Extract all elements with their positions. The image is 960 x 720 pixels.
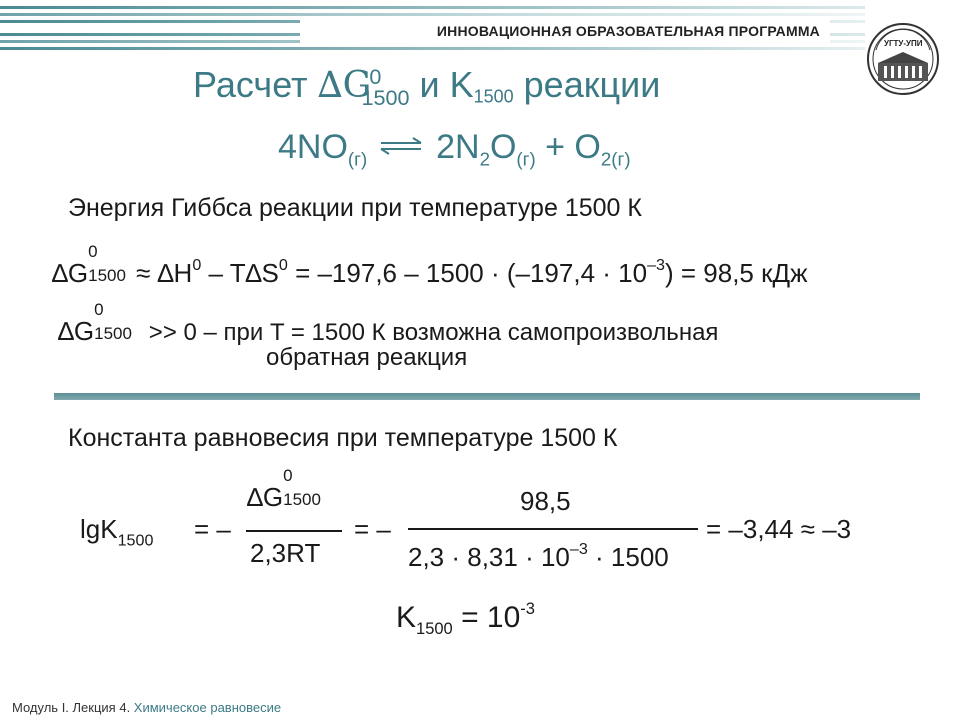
fraction2-numerator: 98,5: [520, 486, 571, 516]
gibbs-approx-H: ≈ ∆H: [136, 258, 193, 289]
title-G: G: [342, 65, 372, 106]
gibbs-H-sup: 0: [192, 256, 202, 274]
note-line2: обратная реакция: [266, 344, 468, 371]
title-G-sup: 0: [369, 64, 382, 90]
reaction-right1: 2N: [436, 128, 480, 166]
note-sub: 1500: [94, 324, 132, 343]
slide-title: [193, 64, 660, 111]
footer-module: Модуль I. Лекция 4.: [12, 700, 134, 715]
title-part1: Расчет: [193, 64, 318, 105]
fraction1-numerator: [247, 466, 331, 513]
k-eq: = 10: [452, 601, 521, 635]
title-K-sub: 1500: [473, 86, 514, 107]
reaction-right2: O: [489, 128, 517, 166]
gibbs-sub: 1500: [88, 266, 126, 286]
reaction-left: 4NO: [278, 128, 348, 166]
reaction-equation: [278, 128, 631, 170]
reaction-n-sub: 2: [479, 148, 490, 170]
gibbs-result: ) = 98,5 кДж: [664, 258, 808, 289]
fraction1-bar: [246, 530, 342, 532]
frac2-den-a: 2,3 · 8,31 · 10: [408, 542, 570, 573]
university-logo: [864, 20, 942, 98]
reaction-o2-sub: 2(г): [600, 148, 631, 170]
section-divider: [54, 393, 920, 400]
frac1-sub: 1500: [283, 490, 321, 509]
footer-topic: Химическое равновесие: [133, 700, 282, 715]
title-part2: и K: [409, 64, 474, 105]
lgk-eq2: = –: [354, 514, 391, 544]
gibbs-equation: [52, 242, 808, 289]
frac2-den-b: · 1500: [587, 542, 669, 573]
gibbs-exp: –3: [647, 256, 665, 274]
frac1-sup: 0: [283, 466, 293, 485]
lgk-sub: 1500: [117, 531, 154, 550]
frac2-den-exp: –3: [569, 540, 588, 558]
title-G-sub: 1500: [361, 84, 410, 110]
fraction1-denominator: 2,3RT: [250, 538, 321, 568]
reaction-left-state: (г): [347, 148, 368, 170]
logo-text: УГТУ-УПИ: [884, 39, 923, 48]
equilibrium-arrow-icon: [377, 136, 427, 156]
fraction2-bar: [408, 528, 698, 530]
lgk-label: [80, 514, 153, 550]
k-sub: 1500: [416, 619, 453, 638]
k-letter: K: [396, 601, 417, 635]
lgk-eq1: = –: [194, 514, 231, 544]
gibbs-TdS: – T∆S: [201, 258, 279, 289]
note-line1: >> 0 – при T = 1500 К возможна самопроизвольная: [142, 319, 719, 346]
k-exp: -3: [520, 600, 535, 618]
lgk-text: lgK: [80, 514, 118, 544]
gibbs-values: = –197,6 – 1500 · (–197,4 · 10: [287, 258, 648, 289]
title-delta: ∆: [317, 65, 343, 106]
frac1-indices: [283, 466, 331, 510]
gibbs-note: [58, 300, 719, 347]
title-part3: реакции: [513, 64, 661, 105]
program-title: ИННОВАЦИОННАЯ ОБРАЗОВАТЕЛЬНАЯ ПРОГРАММА: [436, 23, 820, 39]
gibbs-heading: Энергия Гиббса реакции при температуре 1500 К: [68, 194, 642, 222]
note-deltaG: ∆G: [58, 316, 95, 346]
gibbs-deltaG-indices: [88, 242, 136, 286]
equilibrium-heading: Константа равновесия при температуре 1500 К: [68, 424, 618, 452]
fraction2-denominator: [408, 540, 669, 573]
gibbs-sup: 0: [88, 242, 98, 262]
footer: [12, 700, 281, 715]
frac1-deltaG: ∆G: [247, 482, 284, 512]
reaction-o-state: (г): [516, 148, 536, 170]
k-result: [396, 600, 535, 639]
note-deltaG-indices: [94, 300, 142, 344]
gibbs-S-sup: 0: [278, 256, 288, 274]
lgk-result: = –3,44 ≈ –3: [706, 514, 852, 544]
gibbs-deltaG: ∆G: [52, 258, 89, 289]
note-sup: 0: [94, 300, 104, 319]
reaction-plus: + O: [535, 128, 601, 166]
